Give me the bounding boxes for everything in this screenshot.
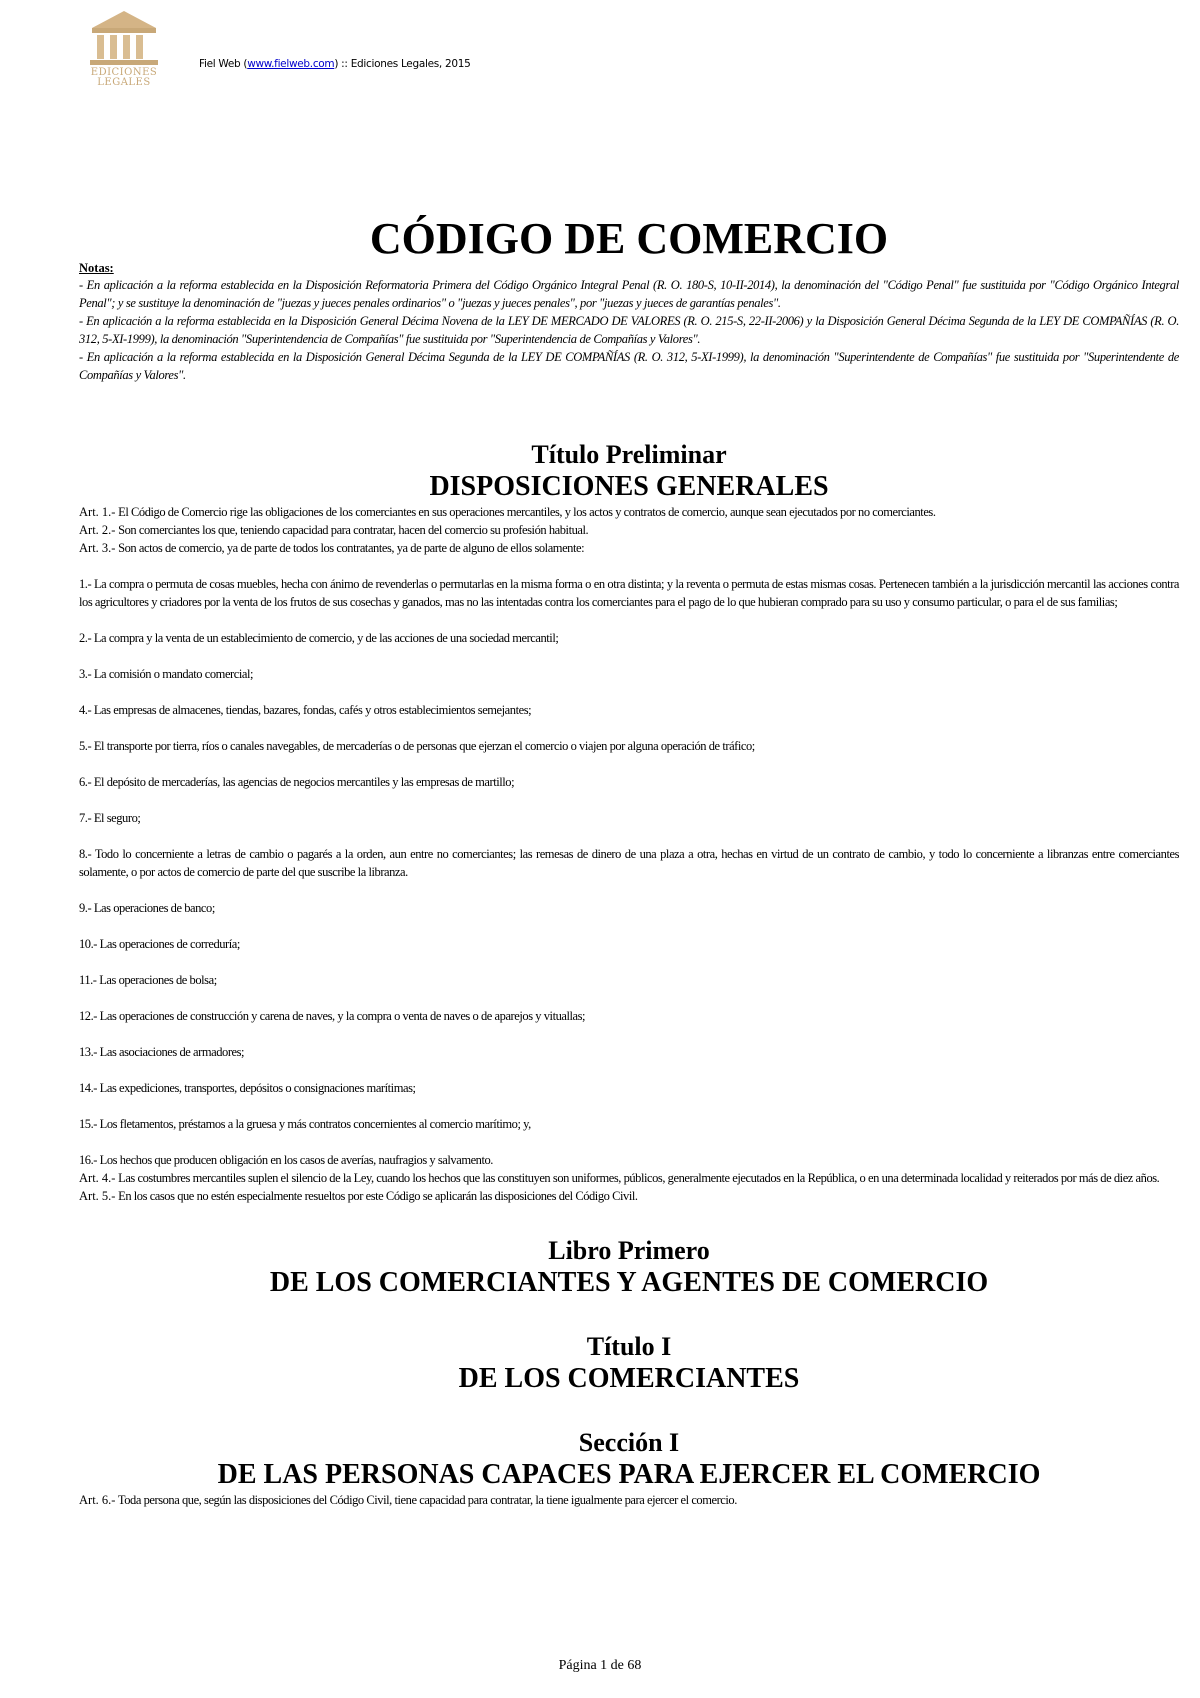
- document-content: [79, 212, 1179, 1509]
- article-label: Art. 3.-: [79, 541, 116, 555]
- list-item: 3.- La comisión o mandato comercial;: [79, 667, 254, 681]
- note-2: - En aplicación a la reforma establecida en la Disposición General Décima Novena de la LEY DE MERCADO DE VALORES (R. O. 215-S, 22-II-2006) y la Disposición General Décima Segunda de la LEY DE COMPAÑÍAS (R. O. 312, 5-XI-1999), la denominación "Superintendencia de Compañías" fue sustituida por "Superintendencia de Compañías y Valores".: [79, 314, 1179, 346]
- article-5: [79, 1187, 1179, 1205]
- article-text: Son comerciantes los que, teniendo capacidad para contratar, hacen del comercio su profesión habitual.: [115, 523, 589, 537]
- note-1: - En aplicación a la reforma establecida en la Disposición Reformatoria Primera del Código Orgánico Integral Penal (R. O. 180-S, 10-II-2014), la denominación del "Código Penal" fue sustituida por "Código Orgánico Integral Penal"; y se sustituye la denominación de "juezas y jueces penales ordinarios" o "juezas y jueces penales", por "juezas y jueces de garantías penales".: [79, 278, 1179, 310]
- article-3: [79, 539, 1179, 557]
- page-number: Página 1 de 68: [558, 1658, 642, 1673]
- article-2: [79, 521, 1179, 539]
- list-item: 11.- Las operaciones de bolsa;: [79, 973, 217, 987]
- article-text: Son actos de comercio, ya de parte de todos los contratantes, ya de parte de alguno de ellos solamente:: [115, 541, 585, 555]
- titulo-preliminar-heading: Título Preliminar: [531, 440, 727, 469]
- article-text: Las costumbres mercantiles suplen el silencio de la Ley, cuando los hechos que las constituyen son uniformes, públicos, generalmente ejecutados en la República, o en una determinada localidad y reiterados por más de diez años.: [115, 1171, 1160, 1185]
- logo-text: [84, 68, 164, 88]
- list-item: 6.- El depósito de mercaderías, las agencias de negocios mercantiles y las empresas de martillo;: [79, 775, 515, 789]
- article-text: En los casos que no estén especialmente resueltos por este Código se aplicarán las disposiciones del Código Civil.: [115, 1189, 638, 1203]
- de-los-comerciantes-heading: DE LOS COMERCIANTES: [458, 1363, 800, 1394]
- list-item: 2.- La compra y la venta de un establecimiento de comercio, y de las acciones de una sociedad mercantil;: [79, 631, 559, 645]
- list-item: 7.- El seguro;: [79, 811, 141, 825]
- list-item: 15.- Los fletamentos, préstamos a la gruesa y más contratos concernientes al comercio marítimo; y,: [79, 1117, 531, 1131]
- article-label: Art. 6.-: [79, 1493, 116, 1507]
- logo-line-2: LEGALES: [97, 77, 151, 88]
- list-item: 1.- La compra o permuta de cosas muebles, hecha con ánimo de revenderlas o permutarlas en la misma forma o en otra distinta; y la reventa o permuta de estas mismas cosas. Pertenecen también a la jurisdicción mercantil las acciones contra los agricultores y criadores por la venta de los frutos de sus cosechas y ganados, mas no las intentadas contra los comerciantes para el pago de lo que hubieran comprado para su uso y consumo particular, o para el de sus familias;: [79, 577, 1179, 609]
- comerciantes-agentes-heading: DE LOS COMERCIANTES Y AGENTES DE COMERCIO: [269, 1267, 989, 1298]
- article-6: [79, 1491, 1179, 1509]
- article-1: [79, 503, 1179, 521]
- header-prefix: Fiel Web (: [199, 58, 248, 70]
- list-item: 10.- Las operaciones de correduría;: [79, 937, 240, 951]
- page-header: [84, 8, 1184, 98]
- logo-line-1: EDICIONES: [90, 67, 158, 78]
- temple-columns-icon: [84, 8, 164, 70]
- list-item: 4.- Las empresas de almacenes, tiendas, bazares, fondas, cafés y otros establecimientos semejantes;: [79, 703, 532, 717]
- ediciones-legales-logo: [84, 8, 164, 96]
- seccion-i-heading: Sección I: [578, 1428, 680, 1457]
- list-item: 16.- Los hechos que producen obligación en los casos de averías, naufragios y salvamento.: [79, 1153, 493, 1167]
- personas-capaces-heading: DE LAS PERSONAS CAPACES PARA EJERCER EL COMERCIO: [217, 1459, 1041, 1490]
- article-label: Art. 5.-: [79, 1189, 116, 1203]
- disposiciones-generales-heading: DISPOSICIONES GENERALES: [429, 471, 829, 502]
- header-source-line: [199, 58, 471, 70]
- article-4: [79, 1169, 1179, 1187]
- article-label: Art. 2.-: [79, 523, 116, 537]
- libro-primero-heading: Libro Primero: [548, 1236, 710, 1265]
- list-item: 5.- El transporte por tierra, ríos o canales navegables, de mercaderías o de personas que ejerzan el comercio o viajen por alguna operación de tráfico;: [79, 739, 755, 753]
- list-item: 9.- Las operaciones de banco;: [79, 901, 215, 915]
- document-title: CÓDIGO DE COMERCIO: [369, 214, 889, 263]
- list-item: 13.- Las asociaciones de armadores;: [79, 1045, 245, 1059]
- fielweb-link[interactable]: www.fielweb.com: [247, 58, 335, 70]
- notes-label: Notas:: [79, 261, 114, 275]
- article-text: Toda persona que, según las disposiciones del Código Civil, tiene capacidad para contratar, la tiene igualmente para ejercer el comercio.: [115, 1493, 737, 1507]
- list-item: 8.- Todo lo concerniente a letras de cambio o pagarés a la orden, aun entre no comerciantes; las remesas de dinero de una plaza a otra, hechas en virtud de un contrato de cambio, y todo lo concerniente a libranzas entre comerciantes solamente, o por actos de comercio de parte del que suscribe la libranza.: [79, 847, 1179, 879]
- header-suffix: ) :: Ediciones Legales, 2015: [334, 58, 471, 70]
- titulo-i-heading: Título I: [586, 1332, 672, 1361]
- list-item: 12.- Las operaciones de construcción y carena de naves, y la compra o venta de naves o de aparejos y vituallas;: [79, 1009, 586, 1023]
- article-text: El Código de Comercio rige las obligaciones de los comerciantes en sus operaciones mercantiles, y los actos y contratos de comercio, aunque sean ejecutados por no comerciantes.: [115, 505, 936, 519]
- article-label: Art. 4.-: [79, 1171, 116, 1185]
- list-item: 14.- Las expediciones, transportes, depósitos o consignaciones marítimas;: [79, 1081, 416, 1095]
- note-3: - En aplicación a la reforma establecida en la Disposición General Décima Segunda de la LEY DE COMPAÑÍAS (R. O. 312, 5-XI-1999), la denominación "Superintendente de Compañías" fue sustituida por "Superintendente de Compañías y Valores".: [79, 350, 1179, 382]
- article-label: Art. 1.-: [79, 505, 116, 519]
